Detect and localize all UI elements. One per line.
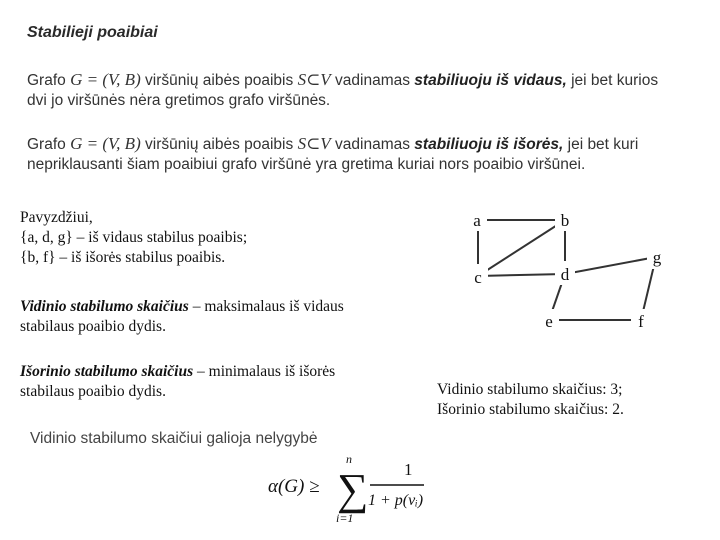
node-b: b (560, 211, 570, 230)
node-f: f (638, 312, 644, 331)
edge-d-g (565, 257, 656, 274)
example-line: {b, f} – iš išorės stabilus poaibis. (20, 249, 226, 266)
example-line: Pavyzdžiui, (20, 209, 93, 226)
def-text: viršūnių aibės poaibis (145, 136, 294, 153)
stability-results (437, 380, 624, 420)
internal-stable-term: stabiliuoju iš vidaus, (414, 72, 567, 89)
node-e: e (545, 312, 553, 331)
node-c: c (474, 268, 482, 287)
def-text: jei bet kurios (571, 72, 659, 89)
inequality-lhs: α(G) ≥ (268, 476, 320, 497)
node-a: a (473, 211, 481, 230)
internal-definition-line-2: dvi jo viršūnės nėra gretimos grafo viršūnės. (27, 92, 331, 109)
inequality-title: Vidinio stabilumo skaičiui galioja nelygybė (30, 430, 318, 447)
sum-upper-limit: n (346, 452, 352, 466)
def-word: vadinamas (335, 72, 410, 89)
sum-symbol: ∑ (337, 465, 369, 514)
def-word: Grafo (27, 136, 66, 153)
def-text: jei bet kuri (567, 136, 639, 153)
internal-number-term: Vidinio stabilumo skaičius (20, 298, 189, 315)
external-result: Išorinio stabilumo skaičius: 2. (437, 401, 624, 418)
example-line: {a, d, g} – iš vidaus stabilus poaibis; (20, 229, 248, 246)
subset-notation: S⊂V (297, 134, 331, 153)
graph-nodes (467, 207, 667, 333)
node-d: d (560, 265, 570, 284)
internal-result: Vidinio stabilumo skaičius: 3; (437, 381, 623, 398)
external-stable-term: stabiliuoju iš išorės, (414, 136, 564, 153)
fraction-denominator: 1 + p(vᵢ) (368, 492, 424, 509)
page-title: Stabilieji poaibiai (27, 24, 158, 41)
def-text: – maksimalaus iš vidaus (188, 298, 344, 315)
def-text: viršūnių aibės poaibis (145, 72, 294, 89)
fraction-numerator: 1 (404, 460, 413, 479)
external-definition-line-2: nepriklausanti šiam poaibiui grafo viršūnė yra gretima kuriai nors poaibio viršūnei. (27, 156, 586, 173)
def-word: Grafo (27, 72, 66, 89)
def-text: stabilaus poaibio dydis. (20, 318, 166, 335)
def-word: vadinamas (335, 136, 410, 153)
edge-c-d (478, 274, 565, 276)
def-text: – minimalaus iš išorės (193, 363, 336, 380)
node-g: g (652, 248, 662, 267)
external-number-term: Išorinio stabilumo skaičius (20, 363, 194, 380)
sum-lower-limit: i=1 (336, 511, 354, 525)
subset-notation: S⊂V (297, 70, 331, 89)
def-text: stabilaus poaibio dydis. (20, 383, 166, 400)
graph-notation: G = (V, B) (70, 70, 141, 89)
graph-notation: G = (V, B) (70, 134, 141, 153)
edge-b-c (478, 220, 565, 276)
inequality-formula (260, 448, 430, 526)
